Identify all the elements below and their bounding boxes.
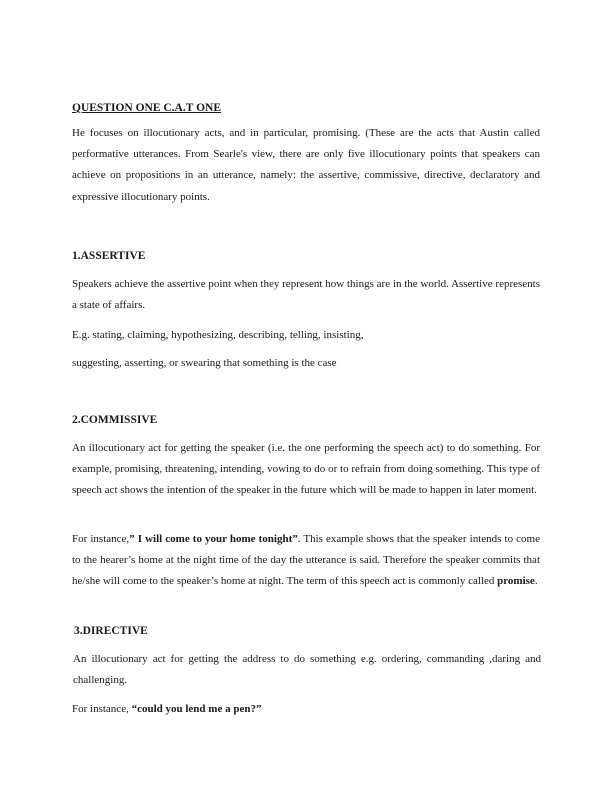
assertive-examples-line1: E.g. stating, claiming, hypothesizing, describing, telling, insisting, (72, 329, 364, 341)
assertive-paragraph: Speakers achieve the assertive point when they represent how things are in the world. Assertive represents a state of affairs. (72, 278, 540, 312)
example-quote: “could you lend me a pen?” (131, 703, 262, 715)
intro-paragraph: He focuses on illocutionary acts, and in particular, promising. (These are the acts that Austin called performative utterances. From Searle's view, there are only five illocutionary points that speakers can achieve on propositions in an utterance, namely: the assertive, commissive, directive, declaratory and expressive illocutionary points. (72, 127, 540, 203)
page-title: QUESTION ONE C.A.T ONE (72, 102, 222, 114)
directive-paragraph: An illocutionary act for getting the address to do something e.g. ordering, commanding ,daring and challenging. (73, 653, 541, 687)
section-heading-assertive: 1.ASSERTIVE (72, 250, 146, 262)
example-prefix: For instance, (72, 703, 132, 715)
commissive-example-paragraph (72, 529, 540, 593)
example-quote: ” I will come to your home tonight” (129, 533, 298, 545)
directive-example (72, 702, 540, 716)
section-heading-commissive: 2.COMMISSIVE (72, 414, 158, 426)
example-end: . (534, 575, 538, 588)
assertive-examples-line2: suggesting, asserting, or swearing that something is the case (72, 357, 337, 369)
commissive-paragraph: An illocutionary act for getting the speaker (i.e. the one performing the speech act) to do something. For example, promising, threatening, intending, vowing to do or to refrain from doing something. This type of speech act shows the intention of the speaker in the future which will be made to happen in later moment. (72, 442, 540, 497)
speech-act-term: promise (497, 575, 535, 588)
example-explanation: . This example shows that the speaker intends to come to the hearer’s home at the night time of the day the utterance is said. Therefore the speaker commits that he/she will come to the speaker’s home at night. The term of this speech act is commonly called (72, 533, 540, 588)
section-heading-directive: 3.DIRECTIVE (74, 625, 148, 637)
example-prefix: For instance, (72, 533, 130, 545)
